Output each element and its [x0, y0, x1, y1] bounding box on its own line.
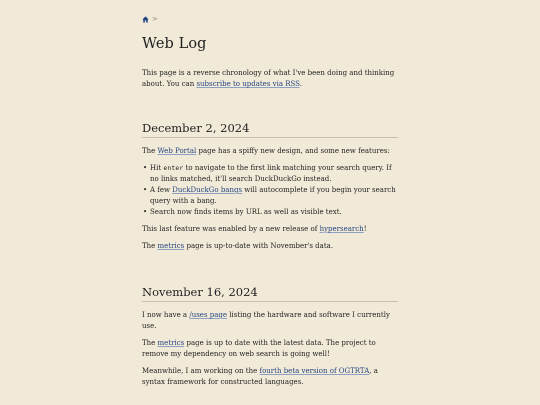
entry-paragraph: The metrics page is up to date with the latest data. The project to remove my dependency on web search is going well!: [142, 339, 376, 358]
entry-date: December 2, 2024: [142, 121, 398, 138]
breadcrumb-separator: >: [152, 15, 158, 23]
uses-page-link[interactable]: /uses page: [189, 311, 228, 319]
home-icon[interactable]: [142, 16, 149, 23]
entry-date: November 16, 2024: [142, 285, 398, 302]
ogtrta-link[interactable]: fourth beta version of OGTRTA: [259, 367, 370, 375]
enter-key-code: enter: [163, 165, 184, 172]
entry-paragraph: The metrics page is up-to-date with November's data.: [142, 242, 334, 250]
entry-paragraph: The Web Portal page has a spiffy new design, and some new features:: [142, 147, 390, 155]
web-portal-link[interactable]: Web Portal: [157, 147, 197, 155]
list-item: • Hit enter to navigate to the first link matching your search query. If no links matched, it'll search DuckDuckGo instead.: [150, 163, 398, 185]
metrics-link[interactable]: metrics: [157, 339, 185, 347]
list-item: • A few DuckDuckGo bangs will autocomplete if you begin your search query with a bang.: [150, 185, 398, 207]
rss-link[interactable]: subscribe to updates via RSS: [196, 80, 300, 88]
entry-paragraph: I now have a /uses page listing the hardware and software I currently use.: [142, 311, 390, 330]
duckduckgo-bangs-link[interactable]: DuckDuckGo bangs: [172, 186, 243, 194]
list-item: • Search now finds items by URL as well as visible text.: [150, 207, 398, 218]
entry-paragraph: Meanwhile, I am working on the fourth beta version of OGTRTA, a syntax framework for constructed languages.: [142, 367, 378, 386]
feature-list: [142, 163, 398, 218]
entry-paragraph: This last feature was enabled by a new release of hypersearch!: [142, 225, 367, 233]
metrics-link[interactable]: metrics: [157, 242, 185, 250]
hypersearch-link[interactable]: hypersearch: [319, 225, 364, 233]
entry-body: [142, 310, 398, 394]
intro-paragraph: This page is a reverse chronology of what I've been doing and thinking about. You can subscribe to updates via RSS.: [142, 69, 395, 88]
page-title: Web Log: [142, 36, 207, 52]
breadcrumb: [142, 14, 158, 24]
entry-body: [142, 146, 398, 258]
